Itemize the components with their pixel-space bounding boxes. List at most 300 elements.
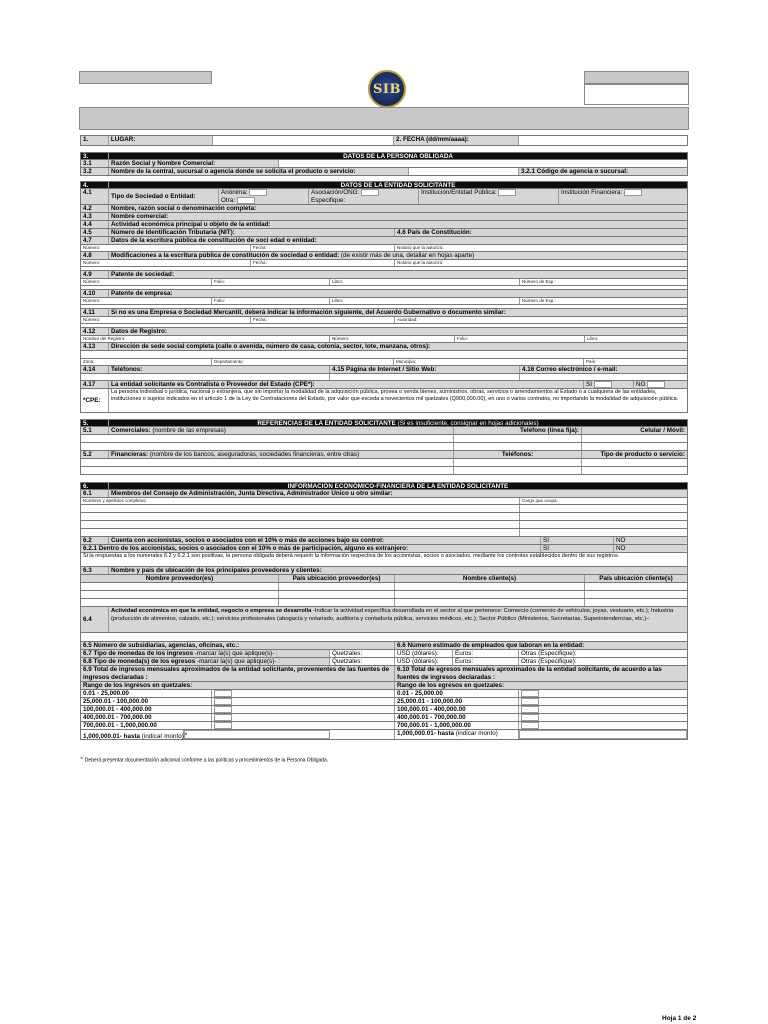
row-4-14-fields (80, 374, 688, 381)
ingresos-last-range: 1,000,000.01- hasta (83, 733, 141, 741)
row-4-9-label: Patente de sociedad: (111, 271, 174, 278)
row-4-3-num: 4.3 (81, 213, 109, 220)
egresos-range-checkbox[interactable] (521, 714, 539, 721)
row-6-3-num: 6.3 (81, 567, 109, 574)
row-5-1-label: Comerciales: (111, 427, 151, 434)
page-number: Hoja 1 de 2 (662, 1015, 697, 1022)
r410-numero[interactable]: Número: (81, 298, 212, 304)
row-6-2-label: Cuenta con accionistas, socios o asociados con el 10% o más de acciones bajo su control: (109, 537, 541, 544)
row-6-2-note-text: Si la respuestas a los numerales 6.2 y 6.2.1 son positivas, la persona obligada deberá requerir la información respectiva de los accionistas, socios o asociados, mediante los controles establecidos dentro de sus registros. (83, 553, 620, 559)
r67-euros[interactable]: Euros: (453, 650, 519, 657)
ingresos-monto-field[interactable] (184, 730, 330, 739)
row-6-7-label: 6.7 Tipo de monedas de los ingresos (83, 650, 194, 657)
r49-numero[interactable]: Número: (81, 279, 212, 285)
lugar-num: 1. (81, 136, 109, 145)
pais-proveedor-field[interactable] (279, 591, 395, 598)
pais-proveedor-field[interactable] (279, 583, 395, 590)
telefonos-field[interactable] (81, 374, 330, 380)
row-6-2 (80, 537, 688, 545)
nombre-proveedor-header: Nombre proveedor(es) (81, 575, 279, 582)
r67-otras[interactable]: Otras (Especifique): (519, 650, 687, 657)
rango-egresos-header: Rango de los egresos en quetzales: (397, 682, 505, 689)
comercial-mobile-field[interactable] (582, 443, 687, 450)
tipo-financiera (559, 189, 687, 204)
r411-fecha[interactable]: Fecha: (251, 317, 395, 323)
row-6-3 (80, 567, 688, 575)
r621-no-label: NO (616, 545, 626, 552)
row-4-8-label: Modificaciones a la escritura pública de constitución de sociedad o entidad: (111, 252, 340, 259)
telefono-fija-header: Teléfono (línea fija): (454, 427, 582, 434)
r621-si-label: SI (543, 545, 549, 552)
row-6-1-entry (80, 505, 688, 513)
anonima-checkbox[interactable] (249, 189, 267, 196)
cpe-definition-label: *CPE: (81, 389, 109, 412)
row-4-12-num: 4.12 (81, 328, 109, 335)
comercial-name-field[interactable] (81, 435, 454, 442)
ingresos-range-checkbox[interactable] (214, 722, 232, 729)
row-4-1 (80, 189, 688, 205)
row-6-5 (80, 642, 688, 650)
row-6-1 (80, 490, 688, 498)
row-4-13-num: 4.13 (81, 343, 109, 350)
row-4-11-num: 4.11 (81, 309, 109, 316)
financiera-name-field[interactable] (81, 467, 454, 474)
r67-quetzales[interactable]: Quetzales: (330, 650, 395, 657)
financiera-phone-field[interactable] (454, 467, 582, 474)
email-field[interactable] (520, 374, 687, 380)
gap-cell (330, 730, 395, 739)
egresos-range-label: 700,000.01 - 1,000,000.00 (395, 722, 519, 729)
egresos-monto-field[interactable] (519, 730, 687, 739)
section-5-num: 5. (81, 420, 109, 426)
financiera-label: Institución Financiera: (561, 189, 623, 197)
comercial-phone-field[interactable] (454, 435, 582, 442)
row-4-3 (80, 213, 688, 221)
row-6-1-entry (80, 529, 688, 537)
r412-folio[interactable]: Folio: (455, 336, 585, 342)
rango-ingresos-header: Rango de los ingresos en quetzales: (81, 682, 395, 689)
section-4-title: DATOS DE LA ENTIDAD SOLICITANTE (340, 182, 456, 189)
row-4-1-num: 4.1 (81, 189, 109, 204)
range-row (80, 706, 688, 714)
row-6-1-label: Miembros del Consejo de Administración, Junta Directiva, Administrador Unico u otro similar: (111, 490, 393, 497)
egresos-last-note: (indicar monto) (454, 730, 498, 737)
section-6-header (80, 482, 688, 490)
ingresos-range-checkbox-cell[interactable] (212, 722, 395, 729)
row-6-4 (80, 607, 688, 633)
row-4-5-label: Número de Identificación Tributaria (NIT): (109, 229, 395, 236)
pais-proveedor-header: País ubicación proveedor(es) (279, 575, 395, 582)
row-3-2-1-label: 3.2.1 Código de agencia o sucursal: (521, 168, 629, 175)
row-6-6-label: 6.6 Número estimado de empleados que laboran en la entidad: (397, 642, 585, 649)
row-6-7-note: -marcar la(s) que aplique(s)- : (193, 650, 278, 657)
row-6-1-entry (80, 513, 688, 521)
row-5-1-note: (nombre de las empresas) (152, 427, 226, 434)
row-6-7 (80, 650, 688, 658)
row-6-4-answer[interactable] (80, 633, 688, 642)
asociacion-label: Asociación/ONG: (311, 189, 360, 197)
cpe-si-checkbox[interactable] (594, 381, 612, 388)
r410-expediente[interactable]: Número de Exp.: (522, 298, 556, 303)
lugar-label: LUGAR: (109, 136, 213, 145)
comercial-phone-field[interactable] (454, 443, 582, 450)
r48-notario[interactable]: Notario que la autorizó: (397, 260, 444, 265)
row-6-2-note (80, 553, 688, 567)
row-6-2-1 (80, 545, 688, 553)
ingresos-range-checkbox-cell[interactable] (212, 706, 395, 713)
egresos-range-checkbox-cell[interactable] (519, 690, 687, 697)
row-3-1 (80, 160, 688, 168)
pais-cliente-field[interactable] (585, 591, 687, 598)
tipo-anonima-otra (219, 189, 309, 204)
row-4-12-fields (80, 336, 688, 343)
anonima-label: Anónima: (221, 189, 248, 197)
tipo-producto-header: Tipo de producto o servicio: (600, 451, 685, 458)
publica-label: Institución/Entidad Pública: (421, 189, 497, 197)
r48-fecha[interactable]: Fecha: (251, 260, 395, 266)
pais-proveedor-field[interactable] (279, 599, 395, 606)
ingresos-range-label: 0.01 - 25,000.00 (81, 690, 212, 697)
especifique-label: Especifique: (311, 196, 346, 204)
r413-pais[interactable]: País: (586, 359, 597, 364)
r410-libro[interactable]: Libro: (330, 298, 520, 304)
row-6-3-entry (80, 583, 688, 591)
row-6-3-headers (80, 575, 688, 583)
egresos-range-checkbox-cell[interactable] (519, 714, 687, 721)
egresos-range-label: 25,000.01 - 100,000.00 (395, 698, 519, 705)
range-row (80, 698, 688, 706)
r412-nombre-registro[interactable]: Nombre del Registro: (81, 336, 330, 342)
r62-no[interactable] (614, 537, 687, 544)
miembro-nombre-field[interactable] (81, 513, 520, 520)
ingresos-range-checkbox-cell[interactable] (212, 698, 395, 705)
section-5-title: REFERENCIAS DE LA ENTIDAD SOLICITANTE (257, 420, 396, 427)
cpe-definition-text: La persona individual o jurídica, nacional o extranjera, que sin importar la modalidad de la adquisición pública, provea o venda bienes, suministros, obras, servicios o arrendamientos al Estado o a cualquiera de las entidades, instituciones o sujetos indicados en el artículo 1 de la Ley de Contrataciones del Estado, por valor que exceda a novecientos mil quetzales (Q900,000.00), en uno o varios contratos, no importando la modalidad de adquisición pública. (111, 389, 679, 402)
ingresos-range-checkbox[interactable] (214, 690, 232, 697)
r411-autoridad[interactable]: Autoridad: (397, 317, 418, 322)
row-4-9 (80, 271, 688, 279)
row-6-8-label: 6.8 Tipo de moneda(s) de los egresos (83, 658, 196, 665)
fecha-label: 2. FECHA (dd/mm/aaaa): (394, 136, 519, 145)
row-rango-headers (80, 682, 688, 690)
r49-libro[interactable]: Libro: (330, 279, 520, 285)
row-5-2-label: Financieras: (111, 451, 149, 458)
financiera-checkbox[interactable] (624, 189, 642, 196)
asociacion-checkbox[interactable] (361, 189, 379, 196)
r68-euros[interactable]: Euros: (453, 658, 519, 665)
ingresos-range-label: 700,000.01 - 1,000,000.00 (81, 722, 212, 729)
row-4-2 (80, 205, 688, 213)
section-3-header (80, 152, 688, 160)
row-4-17-label: La entidad solicitante es Contratista o Proveedor del Estado (CPE*): (109, 381, 584, 388)
ingresos-range-checkbox-cell[interactable] (212, 690, 395, 697)
row-4-12 (80, 328, 688, 336)
r68-quetzales[interactable]: Quetzales: (330, 658, 395, 665)
row-5-2 (80, 451, 688, 459)
ingresos-range-checkbox[interactable] (214, 698, 232, 705)
financiera-product-field[interactable] (582, 459, 687, 466)
row-4-4-label: Actividad económica principal u objeto de la entidad: (111, 221, 271, 228)
section-6-title: INFORMACIÓN ECONÓMICO-FINANCIERA DE LA ENTIDAD SOLICITANTE (287, 483, 509, 490)
r47-fecha[interactable]: Fecha: (251, 245, 395, 251)
r621-si[interactable] (541, 545, 614, 552)
row-3-1-num: 3.1 (81, 160, 109, 167)
row-4-12-label: Datos de Registro: (111, 328, 167, 335)
r48-numero[interactable]: Número: (81, 260, 251, 266)
row-4-7 (80, 237, 688, 245)
telefonos-header: Teléfonos: (454, 451, 582, 458)
ingresos-range-label: 400,000.01 - 700,000.00 (81, 714, 212, 721)
row-4-16-label: 4.16 Correo electrónico / e-mail: (522, 366, 618, 373)
section-5-header (80, 419, 688, 427)
section-6-num: 6. (81, 483, 109, 489)
row-6-1-num: 6.1 (81, 490, 109, 497)
row-4-7-label: Datos de la escritura pública de constitución de soci edad o entidad: (111, 237, 317, 244)
row-3-2-num: 3.2 (81, 168, 109, 175)
range-rows (80, 690, 688, 730)
publica-checkbox[interactable] (498, 189, 516, 196)
cpe-no-label: NO (636, 381, 646, 389)
pais-cliente-field[interactable] (585, 599, 687, 606)
proveedor-field[interactable] (81, 583, 279, 590)
egresos-range-checkbox-cell[interactable] (519, 698, 687, 705)
row-4-8 (80, 252, 688, 260)
section-4-header (80, 181, 688, 189)
r49-expediente[interactable]: Número de Exp.: (522, 279, 556, 284)
r412-libro[interactable]: Libro: (587, 336, 599, 341)
row-4-7-fields (80, 245, 688, 252)
row-4-13 (80, 343, 688, 351)
nombres-header: Nombres y apellidos completos: (81, 498, 520, 504)
form-body (80, 135, 688, 740)
row-6-2-num: 6.2 (81, 537, 109, 544)
row-4-15-label: 4.15 Página de Internet / Sitio Web: (330, 366, 520, 373)
row-4-10-label: Patente de empresa: (111, 290, 173, 297)
range-row (80, 690, 688, 698)
egresos-last-range: 1,000,000.01- hasta (397, 730, 455, 737)
cliente-field[interactable] (395, 591, 585, 598)
r62-si-label: SI (543, 537, 549, 544)
row-4-4 (80, 221, 688, 229)
row-lugar-fecha (80, 135, 688, 146)
row-6-5-label: 6.5 Número de subsidiarias, agencias, oficinas, etc.: (81, 642, 395, 649)
otra-checkbox[interactable] (237, 197, 255, 204)
miembro-cargo-field[interactable] (520, 513, 687, 520)
row-4-17 (80, 381, 688, 389)
footnote-mark: 1/ (80, 755, 84, 760)
r411-numero[interactable]: Número: (81, 317, 251, 323)
proveedor-field[interactable] (81, 599, 279, 606)
sib-logo-text: SIB (373, 81, 401, 97)
row-6-9-label: 6.9 Total de ingresos mensuales aproximados de la entidad solicitante, provenientes de las fuentes de ingresos declaradas : (81, 666, 395, 681)
comercial-mobile-field[interactable] (582, 435, 687, 442)
row-6-4-text: -Indicar la actividad específica desarrollada en el sector al que pertenece: Comercio (comercio de vehículos, joyas, vestuario, etc.); Industria (producción de alimentos, calzado, etc.); servicios profesionales (abogacía y notariado, auditoría y contaduría pública, servicios médicos, etc.); Sector Público (Ministerios, Secretarías, Superintendencias, etc.)-: (111, 608, 674, 622)
row-4-11-fields (80, 317, 688, 324)
r413-departamento[interactable]: Departamento: (212, 359, 394, 365)
otra-label: Otra: (221, 196, 235, 204)
miembro-nombre-field[interactable] (81, 521, 520, 528)
row-4-17-num: 4.17 (81, 381, 109, 388)
miembro-cargo-field[interactable] (520, 529, 687, 536)
row-5-2-note: (nombre de los bancos, aseguradoras, sociedades financieras, entre otras) (149, 451, 360, 458)
row-5-2-num: 5.2 (81, 451, 109, 458)
financiera-name-field[interactable] (81, 459, 454, 466)
row-6-1-entry (80, 521, 688, 529)
sib-logo (368, 70, 406, 108)
row-3-1-field[interactable] (279, 160, 687, 167)
row-6-3-label: Nombre y país de ubicación de los principales proveedores y clientes: (111, 567, 322, 574)
lugar-field[interactable] (213, 136, 394, 145)
row-6-3-entry (80, 591, 688, 599)
row-6-9-6-10 (80, 666, 688, 682)
row-4-7-num: 4.7 (81, 237, 109, 244)
header-left-box (79, 71, 212, 84)
row-4-11-label: Si no es una Empresa o Sociedad Mercantil, deberá indicar la información siguiente, del Acuerdo Gubernativo o documento similar: (111, 309, 506, 316)
r49-folio[interactable]: Folio: (212, 279, 330, 285)
row-3-2-field[interactable] (409, 168, 519, 175)
row-4-13-address[interactable] (80, 351, 688, 359)
row-5-1-entry (80, 443, 688, 451)
range-row (80, 722, 688, 730)
row-3-1-label: Razón Social y Nombre Comercial: (109, 160, 279, 167)
row-4-10-num: 4.10 (81, 290, 109, 297)
row-4-11 (80, 309, 688, 317)
egresos-range-checkbox[interactable] (521, 698, 539, 705)
nombre-cliente-header: Nombre cliente(s) (395, 575, 585, 582)
financiera-phone-field[interactable] (454, 459, 582, 466)
row-4-9-num: 4.9 (81, 271, 109, 278)
miembro-cargo-field[interactable] (520, 521, 687, 528)
row-3-2 (80, 168, 688, 176)
header-right-bottom-box (584, 84, 689, 105)
tipo-asociacion (309, 189, 419, 204)
row-6-3-entry (80, 599, 688, 607)
row-cpe-definition (80, 389, 688, 413)
row-4-4-num: 4.4 (81, 221, 109, 228)
comercial-name-field[interactable] (81, 443, 454, 450)
row-6-4-num: 6.4 (81, 607, 109, 632)
row-4-14 (80, 366, 688, 374)
celular-header: Celular / Móvil: (640, 427, 685, 434)
range-row (80, 714, 688, 722)
row-4-8-fields (80, 260, 688, 267)
section-3-title: DATOS DE LA PERSONA OBLIGADA (343, 153, 453, 160)
miembro-nombre-field[interactable] (81, 505, 520, 512)
row-6-8-note: -marcar la(s) que aplique(s)- : (195, 658, 280, 665)
cpe-no-checkbox[interactable] (647, 381, 665, 388)
section-3-num: 3. (81, 153, 109, 159)
r47-numero[interactable]: Número: (81, 245, 251, 251)
r410-folio[interactable]: Folio: (212, 298, 330, 304)
footnote-text: Deberá presentar documentación adicional conforme a las políticas y procedimientos de la Persona Obligada. (83, 757, 329, 764)
proveedor-field[interactable] (81, 591, 279, 598)
r413-zona[interactable]: Zona: (81, 359, 212, 365)
r67-usd[interactable]: USD (dólares): (395, 650, 453, 657)
cliente-field[interactable] (395, 583, 585, 590)
egresos-range-checkbox[interactable] (521, 722, 539, 729)
row-4-1-label: Tipo de Sociedad o Entidad: (109, 189, 219, 204)
egresos-range-label: 100,000.01 - 400,000.00 (395, 706, 519, 713)
header-banner (79, 107, 689, 130)
row-5-1-entry (80, 435, 688, 443)
egresos-range-checkbox-cell[interactable] (519, 706, 687, 713)
fecha-field[interactable] (519, 136, 687, 145)
row-4-3-label: Nombre comercial: (111, 213, 169, 220)
ingresos-range-checkbox[interactable] (214, 714, 232, 721)
tipo-publica (419, 189, 559, 204)
financiera-product-field[interactable] (582, 467, 687, 474)
egresos-range-label: 400,000.01 - 700,000.00 (395, 714, 519, 721)
r62-si[interactable] (541, 537, 614, 544)
miembro-cargo-field[interactable] (520, 505, 687, 512)
row-4-5-num: 4.5 (81, 229, 109, 236)
row-4-10-fields (80, 298, 688, 305)
row-4-5 (80, 229, 688, 237)
section-5-title-note: (Si es insuficiente, consignar en hojas adicionales) (397, 420, 539, 427)
ingresos-range-label: 25,000.01 - 100,000.00 (81, 698, 212, 705)
row-4-8-num: 4.8 (81, 252, 109, 259)
row-6-2-1-label: 6.2.1 Dentro de los accionistas, socios o asociados con el 10% o más de participación, alguno es extranjero: (81, 545, 541, 552)
web-field[interactable] (330, 374, 520, 380)
row-4-6-label: 4.6 País de Constitución: (397, 229, 472, 236)
row-6-8 (80, 658, 688, 666)
row-5-2-entry (80, 467, 688, 475)
row-4-9-fields (80, 279, 688, 286)
row-3-2-label: Nombre de la central, sucursal o agencia donde se solicita el producto o servicio: (109, 168, 409, 175)
cpe-no (634, 381, 687, 388)
egresos-range-checkbox-cell[interactable] (519, 722, 687, 729)
row-5-1 (80, 427, 688, 435)
r68-otras[interactable]: Otras (Especifique): (519, 658, 687, 665)
row-6-1-headers (80, 498, 688, 505)
row-5-1-num: 5.1 (81, 427, 109, 434)
footnote (80, 755, 328, 764)
cargo-header: Cargo que ocupa: (522, 498, 558, 503)
row-5-2-entry (80, 459, 688, 467)
egresos-range-label: 0.01 - 25,000.00 (395, 690, 519, 697)
row-4-2-num: 4.2 (81, 205, 109, 212)
row-6-10-label: 6.10 Total de egresos mensuales aproximados de la entidad solicitante, de acuerdo a las fuentes de ingresos declaradas : (397, 666, 662, 681)
section-4-num: 4. (81, 182, 109, 188)
row-4-10 (80, 290, 688, 298)
header-right-top-box (584, 71, 689, 84)
cpe-si (584, 381, 634, 388)
r621-no[interactable] (614, 545, 687, 552)
cliente-field[interactable] (395, 599, 585, 606)
cpe-si-label: SI (586, 381, 592, 389)
ingresos-footnote-ref: 1/ (183, 731, 188, 736)
ingresos-range-label: 100,000.01 - 400,000.00 (81, 706, 212, 713)
row-6-4-label: Actividad económica en que la entidad, negocio o empresa se desarrolla (111, 608, 312, 614)
row-4-14-label: Teléfonos: (109, 366, 330, 373)
row-4-8-note: (de existir más de una, detallar en hojas aparte) (340, 252, 475, 259)
r68-usd[interactable]: USD (dólares): (395, 658, 453, 665)
ingresos-range-checkbox-cell[interactable] (212, 714, 395, 721)
miembro-nombre-field[interactable] (81, 529, 520, 536)
ingresos-range-checkbox[interactable] (214, 706, 232, 713)
r413-municipio[interactable]: Municipio: (394, 359, 584, 365)
row-range-last (80, 730, 688, 740)
r412-numero[interactable]: Número: (330, 336, 455, 342)
egresos-range-checkbox[interactable] (521, 690, 539, 697)
egresos-range-checkbox[interactable] (521, 706, 539, 713)
pais-cliente-field[interactable] (585, 583, 687, 590)
r47-notario[interactable]: Notario que la autorizó: (397, 245, 444, 250)
r62-no-label: NO (616, 537, 626, 544)
row-4-13-label: Dirección de sede social completa (calle o avenida, número de casa, colonia, sector, lote, manzana, otros): (111, 343, 431, 350)
row-4-2-label: Nombre, razón social o denominación completa: (111, 205, 257, 212)
row-4-14-num: 4.14 (81, 366, 109, 373)
